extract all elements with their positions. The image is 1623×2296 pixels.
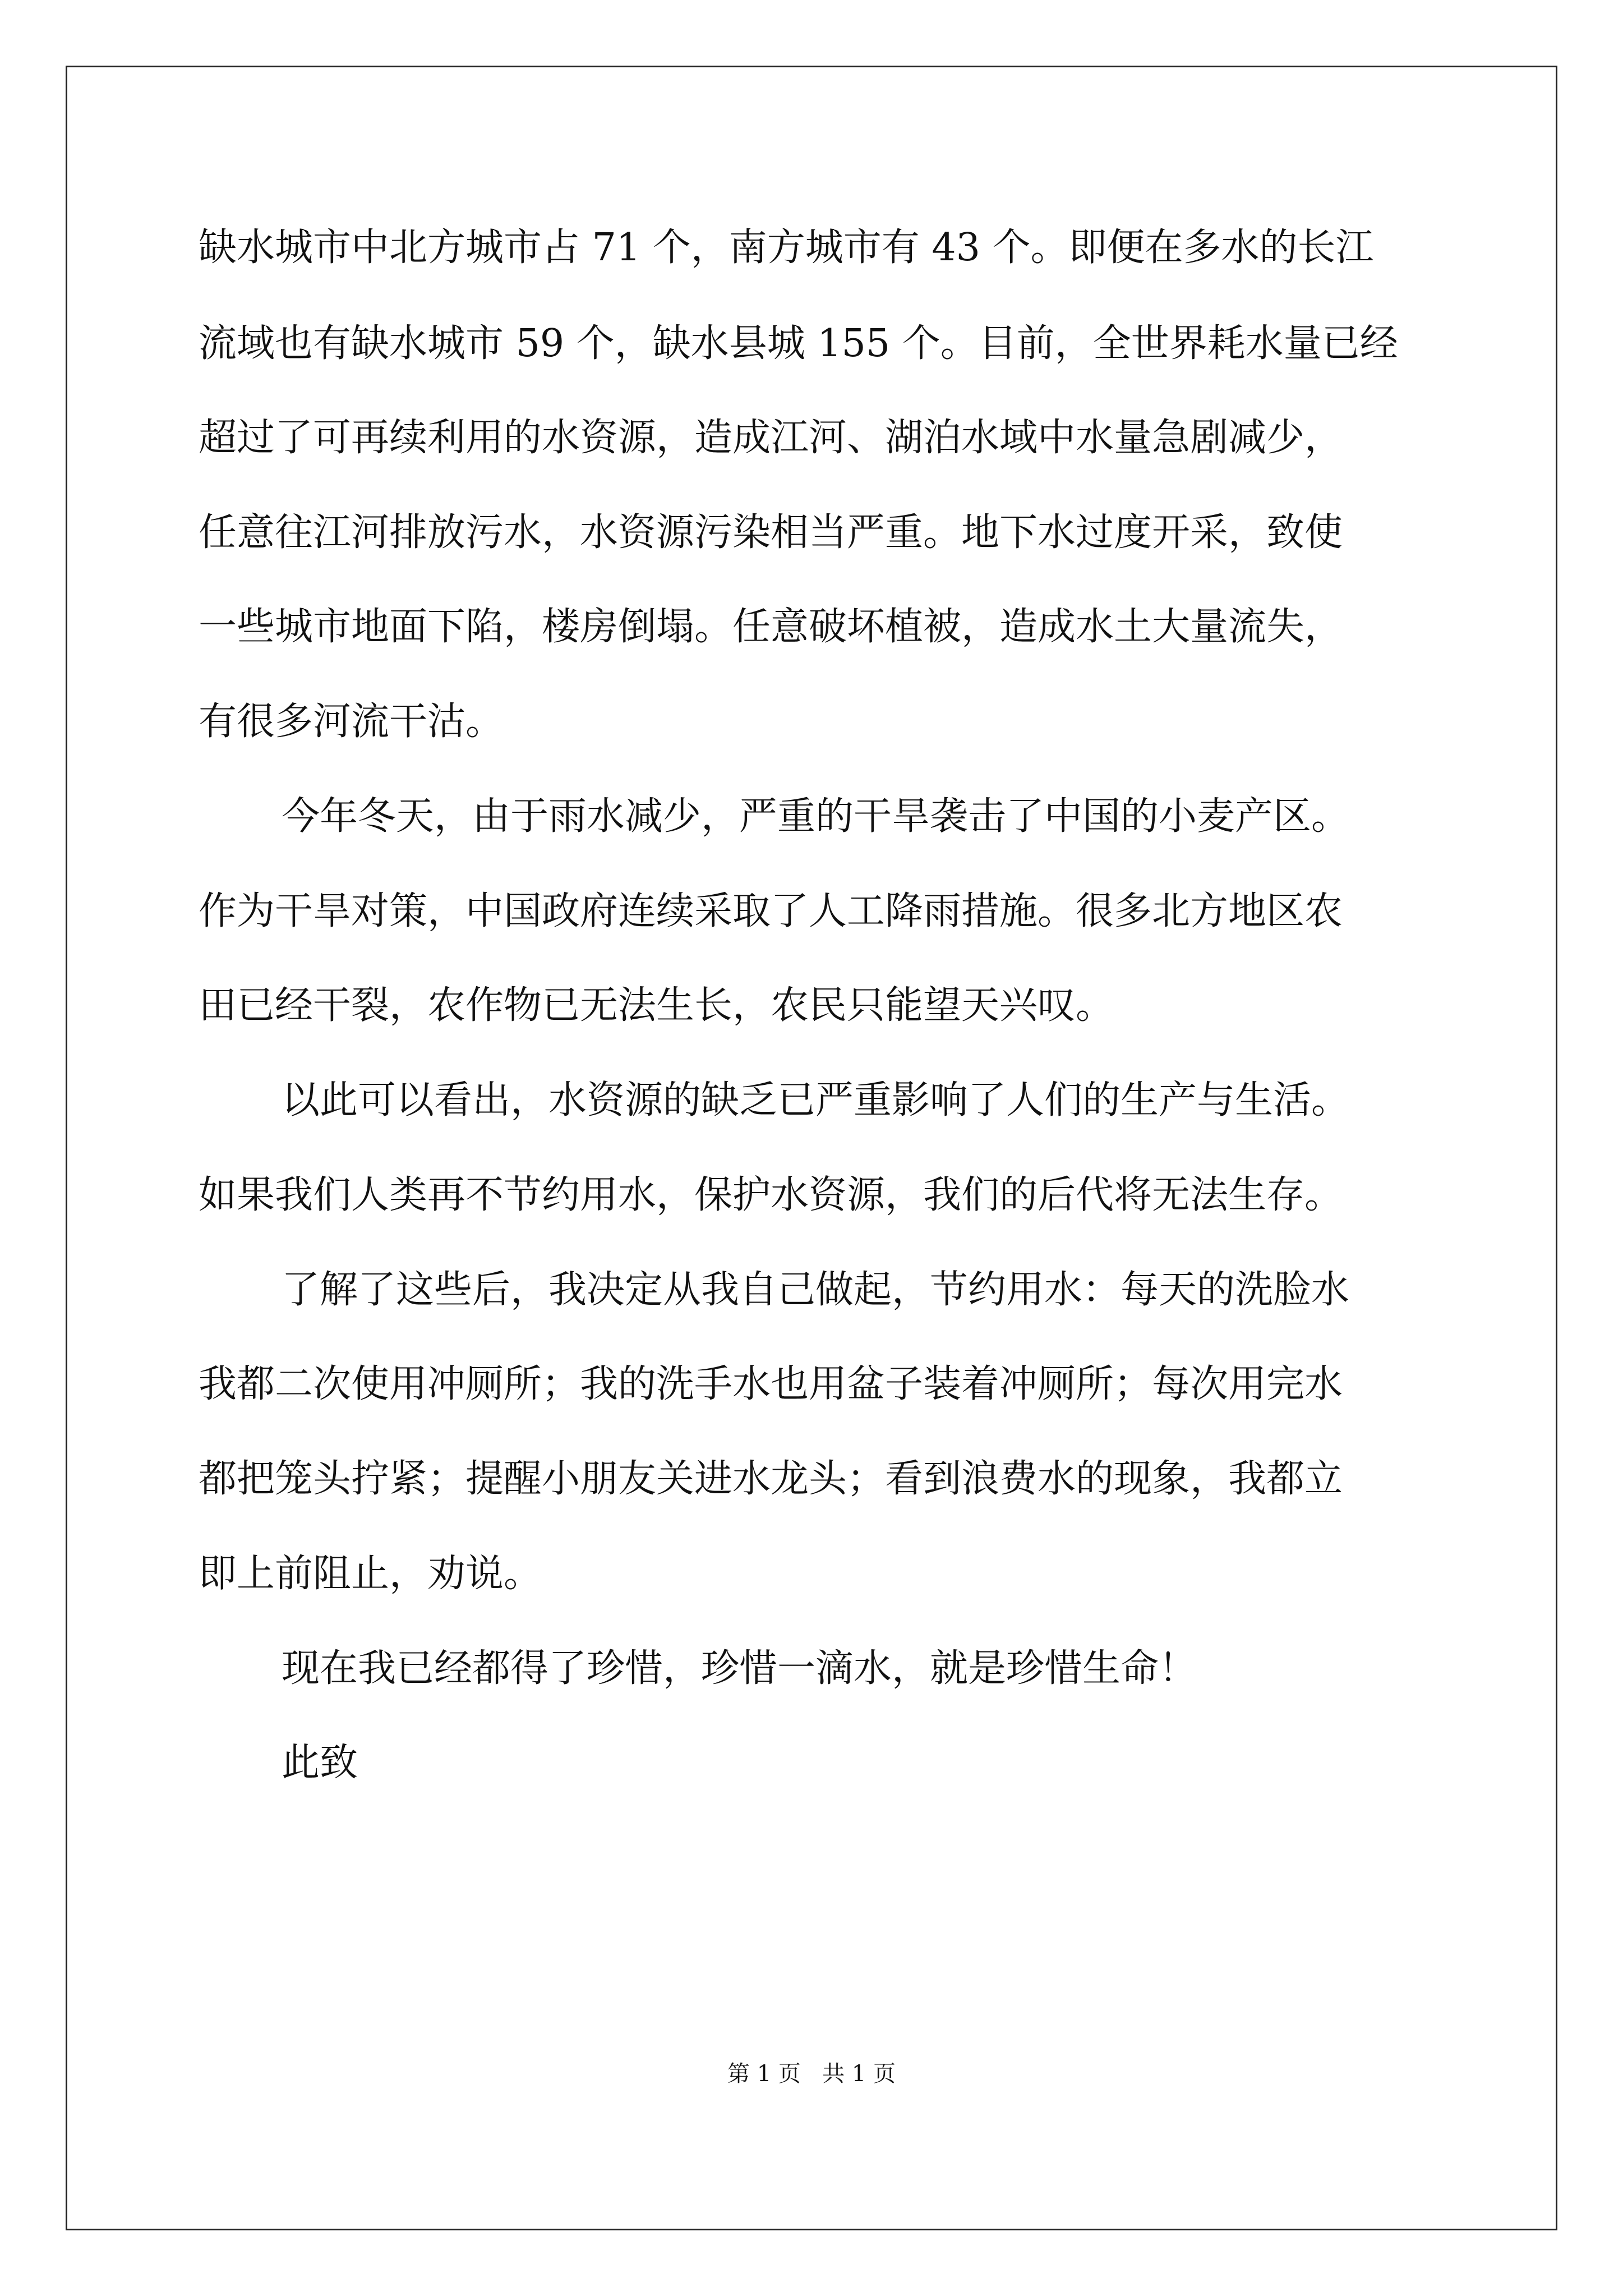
- page-footer: 第 1 页 共 1 页: [727, 2061, 896, 2087]
- paragraph-first-line: 现在我已经都得了珍惜，珍惜一滴水，就是珍惜生命！: [282, 1646, 1197, 1691]
- page-border: [66, 66, 1557, 2230]
- body-line: 一些城市地面下陷，楼房倒塌。任意破坏植被，造成水土大量流失，: [199, 605, 1343, 649]
- paragraph-first-line: 以此可以看出，水资源的缺乏已严重影响了人们的生产与生活。: [282, 1078, 1350, 1122]
- body-line: 如果我们人类再不节约用水，保护水资源，我们的后代将无法生存。: [199, 1173, 1343, 1217]
- body-line: 田已经干裂，农作物已无法生长，农民只能望天兴叹。: [199, 983, 1114, 1028]
- body-line: 即上前阻止，劝说。: [199, 1552, 542, 1596]
- body-line: 我都二次使用冲厕所；我的洗手水也用盆子装着冲厕所；每次用完水: [199, 1362, 1343, 1406]
- body-line: 流域也有缺水城市 59 个，缺水县城 155 个。目前，全世界耗水量已经: [199, 321, 1398, 366]
- body-line: 超过了可再续利用的水资源，造成江河、湖泊水域中水量急剧减少，: [199, 416, 1343, 460]
- body-line: 都把笼头拧紧；提醒小朋友关进水龙头；看到浪费水的现象，我都立: [199, 1457, 1343, 1501]
- body-line: 缺水城市中北方城市占 71 个，南方城市有 43 个。即便在多水的长江: [199, 226, 1374, 270]
- paragraph-first-line: 了解了这些后，我决定从我自己做起，节约用水：每天的洗脸水: [282, 1268, 1350, 1312]
- body-line: 有很多河流干沽。: [199, 700, 504, 744]
- body-line: 任意往江河排放污水，水资源污染相当严重。地下水过度开采，致使: [199, 510, 1343, 555]
- body-line: 作为干旱对策，中国政府连续采取了人工降雨措施。很多北方地区农: [199, 889, 1343, 933]
- closing-salutation: 此致: [282, 1741, 358, 1785]
- paragraph-first-line: 今年冬天，由于雨水减少，严重的干旱袭击了中国的小麦产区。: [282, 794, 1350, 839]
